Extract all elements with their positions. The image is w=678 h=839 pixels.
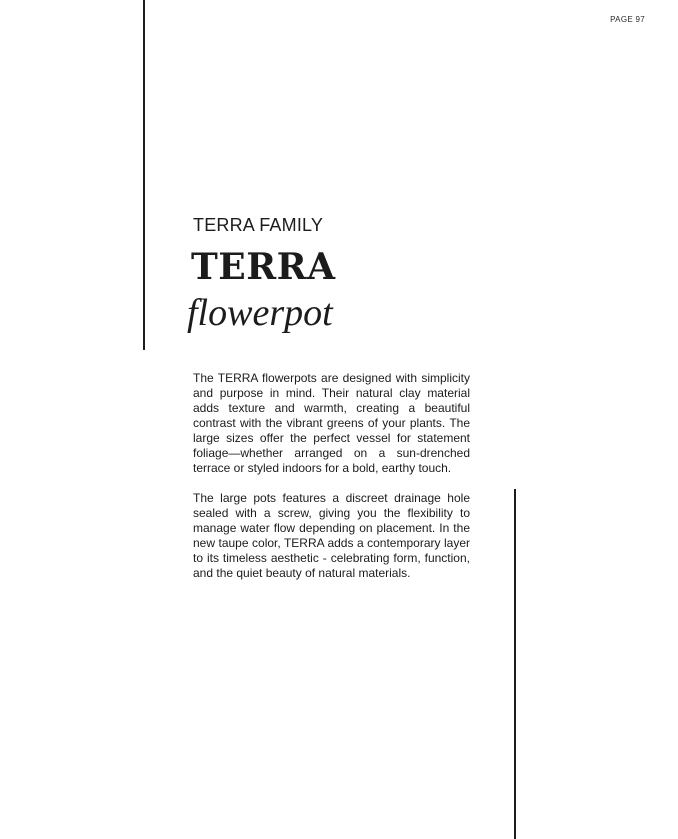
product-type: flowerpot [187, 292, 333, 334]
family-label: TERRA FAMILY [193, 215, 324, 235]
product-name: TERRA [191, 246, 336, 288]
body-paragraph: The large pots features a discreet drainage hole sealed with a screw, giving you the flexibility to manage water flow depending on placement. In the new taupe color, TERRA adds a contemporary layer to its timeless aesthetic - celebrating form, function, and the quiet beauty of natural materials. [193, 491, 470, 580]
body-text [193, 371, 470, 596]
page-number: PAGE 97 [610, 15, 645, 24]
body-paragraph: The TERRA flowerpots are designed with simplicity and purpose in mind. Their natural clay material adds texture and warmth, creating a beautiful contrast with the vibrant greens of your plants. The large sizes offer the perfect vessel for statement foliage—whether arranged on a sun-drenched terrace or styled indoors for a bold, earthy touch. [193, 371, 470, 475]
vertical-rule-right [514, 489, 516, 839]
vertical-rule-left [143, 0, 145, 350]
